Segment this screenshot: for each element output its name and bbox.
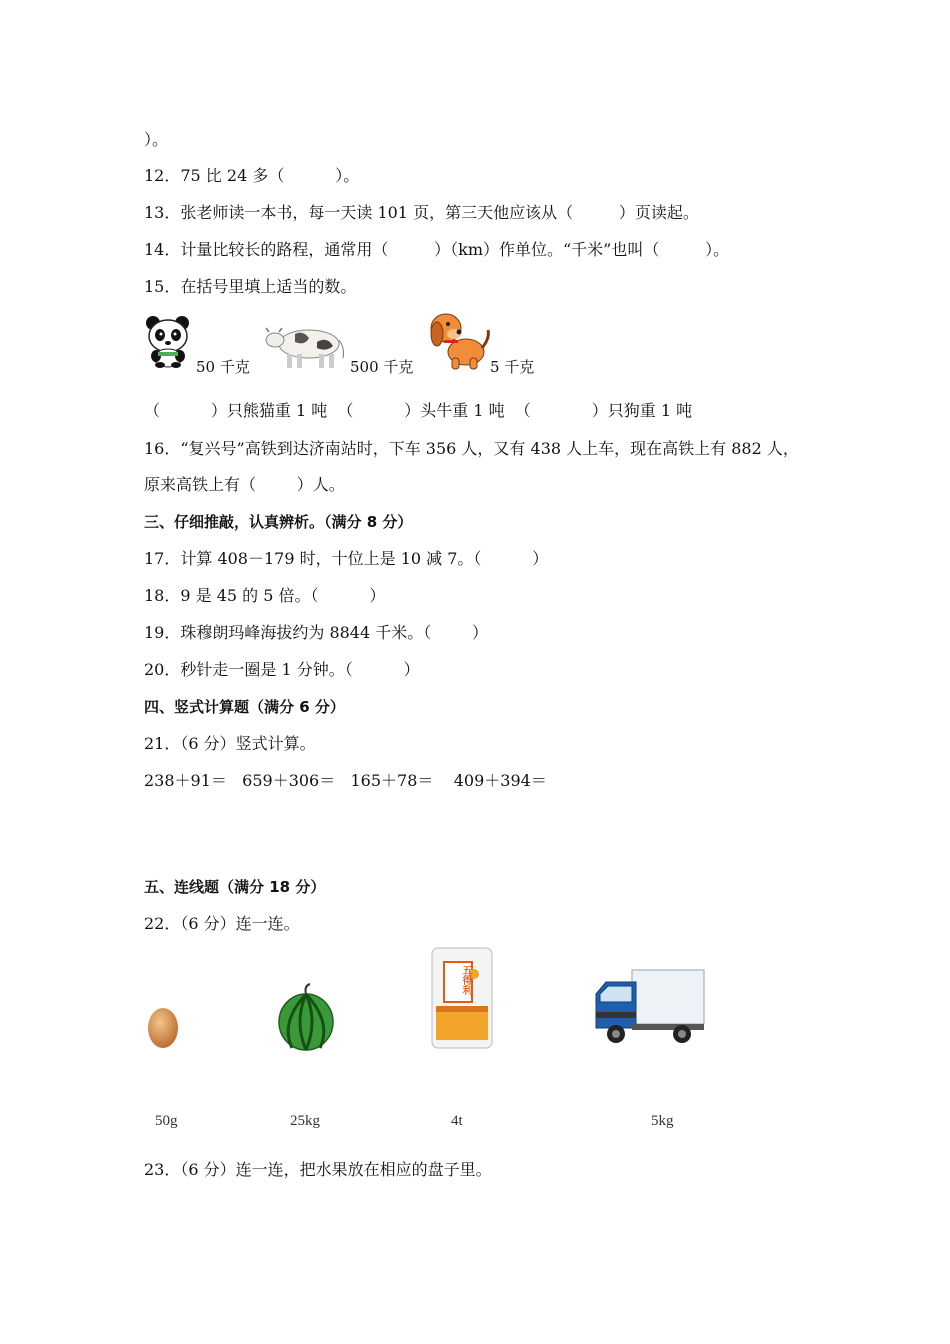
cow-weight: 500 千克 [350,358,414,376]
dog-weight: 5 千克 [490,358,535,376]
label-4t: 4t [451,1113,463,1129]
label-50g: 50g [155,1113,178,1129]
question-16-line2: 原来高铁上有（ ）人。 [144,475,345,494]
question-20: 20．秒针走一圈是 1 分钟。（ ） [144,660,420,679]
egg-image [146,1004,180,1050]
section-3-heading: 三、仔细推敲，认真辨析。（满分 8 分） [144,513,413,531]
watermelon-image [276,980,336,1052]
section-4-heading: 四、竖式计算题（满分 6 分） [144,698,345,716]
cow-image [265,322,349,372]
question-22: 22．（6 分）连一连。 [144,914,300,933]
question-19: 19．珠穆朗玛峰海拔约为 8844 千米。（ ） [144,623,488,642]
label-25kg: 25kg [290,1113,320,1129]
question-21: 21．（6 分）竖式计算。 [144,734,316,753]
question-17: 17．计算 408－179 时，十位上是 10 减 7。（ ） [144,549,549,568]
question-15: 15．在括号里填上适当的数。 [144,277,357,296]
question-15-blanks: （ ）只熊猫重 1 吨 （ ）头牛重 1 吨 （ ）只狗重 1 吨 [144,401,693,420]
label-5kg: 5kg [651,1113,674,1129]
dog-image [426,308,492,372]
rice-bag-label: 五得利 [460,965,471,995]
question-21-expressions: 238＋91＝ 659＋306＝ 165＋78＝ 409＋394＝ [144,771,547,790]
question-12: 12．75 比 24 多（ ）。 [144,166,360,185]
question-13: 13．张老师读一本书，每一天读 101 页，第三天他应该从（ ）页读起。 [144,203,699,222]
question-14: 14．计量比较长的路程，通常用（ ）（km）作单位。“千米”也叫（ ）。 [144,240,730,259]
text-line: ）。 [144,130,169,149]
question-18: 18．9 是 45 的 5 倍。（ ） [144,586,386,605]
truck-image [592,966,708,1048]
question-16-line1: 16．“复兴号”高铁到达济南站时，下车 356 人，又有 438 人上车，现在高铁上有 882 人， [144,439,799,458]
section-5-heading: 五、连线题（满分 18 分） [144,878,326,896]
rice-bag-image [428,944,496,1052]
panda-image [144,314,192,368]
question-23: 23．（6 分）连一连，把水果放在相应的盘子里。 [144,1160,492,1179]
panda-weight: 50 千克 [196,358,250,376]
